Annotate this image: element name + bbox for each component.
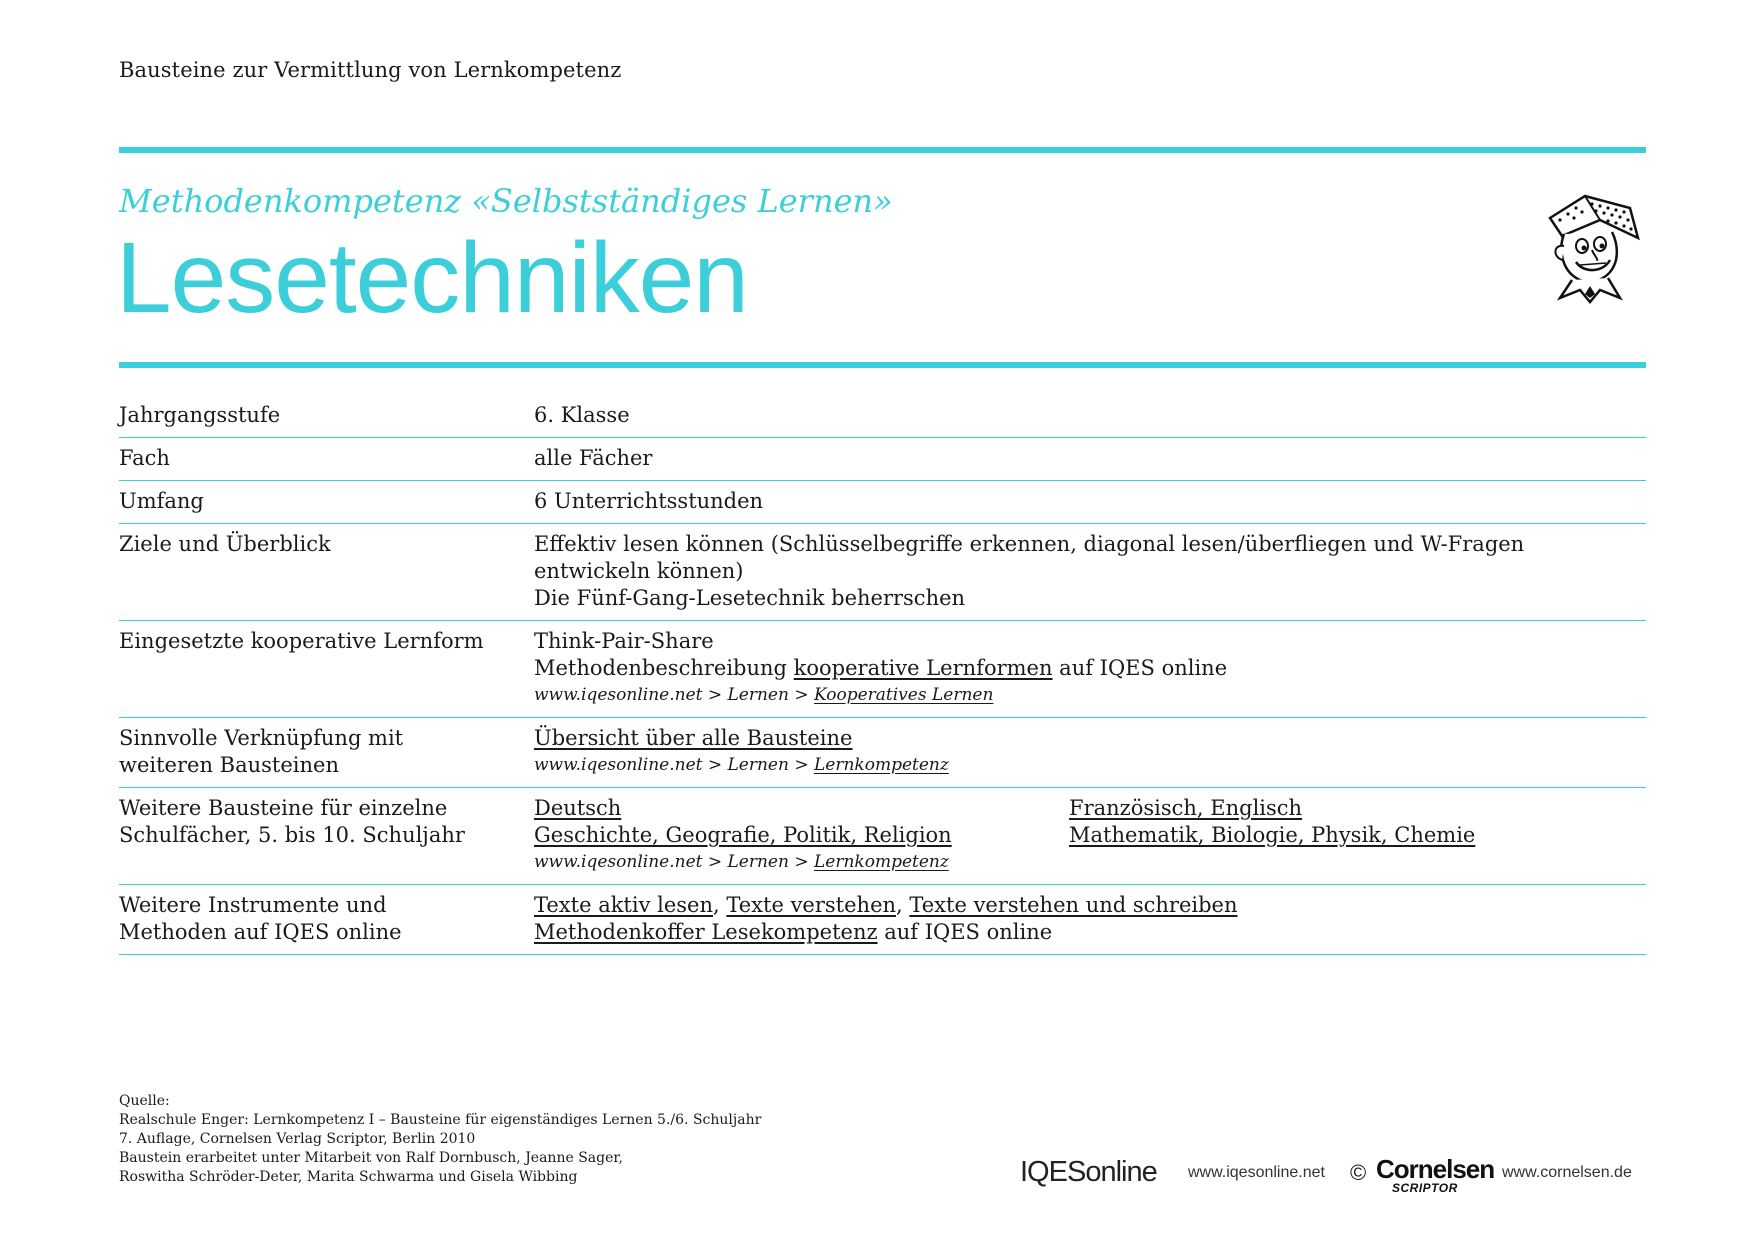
goal-line: Die Fünf-Gang-Lesetechnik beherrschen bbox=[534, 586, 966, 610]
breadcrumb-url bbox=[534, 849, 1646, 876]
row-value: alle Fächer bbox=[534, 446, 653, 470]
kooperatives-lernen-link[interactable]: Kooperatives Lernen bbox=[814, 685, 994, 705]
source-line: Realschule Enger: Lernkompetenz I – Bausteine für eigenständiges Lernen 5./6. Schuljahr bbox=[119, 1112, 762, 1128]
row-label bbox=[119, 892, 534, 946]
texte-verstehen-schreiben-link[interactable]: Texte verstehen und schreiben bbox=[909, 893, 1238, 917]
title-divider bbox=[119, 362, 1646, 368]
row-label-line: Weitere Bausteine für einzelne bbox=[119, 796, 448, 820]
footer-logos bbox=[1020, 1156, 1650, 1196]
header-title: Bausteine zur Vermittlung von Lernkompetenz bbox=[119, 58, 622, 82]
table-row bbox=[119, 395, 1646, 438]
source-note bbox=[119, 1092, 761, 1187]
instrument-links bbox=[534, 892, 1646, 919]
row-label-line: Methoden auf IQES online bbox=[119, 920, 402, 944]
lernkompetenz-link[interactable]: Lernkompetenz bbox=[814, 852, 949, 872]
row-label bbox=[119, 725, 534, 779]
goal-line: entwickeln können) bbox=[534, 559, 744, 583]
breadcrumb-path: www.iqesonline.net > Lernen > bbox=[534, 685, 814, 705]
separator: , bbox=[896, 893, 910, 917]
methodenkoffer-post: auf IQES online bbox=[877, 920, 1053, 944]
source-line: 7. Auflage, Cornelsen Verlag Scriptor, Berlin 2010 bbox=[119, 1131, 476, 1147]
row-label-line: Weitere Instrumente und bbox=[119, 893, 387, 917]
texte-aktiv-lesen-link[interactable]: Texte aktiv lesen bbox=[534, 893, 714, 917]
method-description bbox=[534, 655, 1646, 682]
row-label bbox=[119, 795, 534, 876]
row-label: Fach bbox=[119, 446, 170, 470]
table-row bbox=[119, 524, 1646, 621]
method-description-post: auf IQES online bbox=[1052, 656, 1228, 680]
row-value bbox=[534, 795, 1646, 876]
cornelsen-logo: Cornelsen bbox=[1376, 1154, 1495, 1184]
scriptor-logo: SCRIPTOR bbox=[1392, 1181, 1458, 1195]
row-value: 6. Klasse bbox=[534, 403, 630, 427]
table-row bbox=[119, 788, 1646, 885]
row-value bbox=[534, 628, 1646, 709]
iqes-logo-part: online bbox=[1085, 1156, 1157, 1188]
row-label-line: Schulfächer, 5. bis 10. Schuljahr bbox=[119, 823, 465, 847]
methodenkoffer-link[interactable]: Methodenkoffer Lesekompetenz bbox=[534, 920, 878, 944]
copyright-symbol: © bbox=[1350, 1160, 1367, 1185]
cornelsen-url[interactable]: www.cornelsen.de bbox=[1502, 1164, 1632, 1181]
row-label: Eingesetzte kooperative Lernform bbox=[119, 629, 484, 653]
table-row bbox=[119, 481, 1646, 524]
breadcrumb-url bbox=[534, 752, 1646, 779]
row-value bbox=[534, 725, 1646, 779]
iqes-logo bbox=[1020, 1156, 1157, 1189]
source-line: Baustein erarbeitet unter Mitarbeit von Ralf Dornbusch, Jeanne Sager, bbox=[119, 1150, 623, 1166]
reading-boy-mascot-icon bbox=[1530, 190, 1650, 305]
method-description-pre: Methodenbeschreibung bbox=[534, 656, 794, 680]
table-row bbox=[119, 885, 1646, 955]
subject-link-social[interactable]: Geschichte, Geografie, Politik, Religion bbox=[534, 823, 952, 847]
info-table bbox=[119, 395, 1646, 955]
texte-verstehen-link[interactable]: Texte verstehen bbox=[726, 893, 897, 917]
iqes-logo-part: IQES bbox=[1020, 1156, 1086, 1188]
row-label: Jahrgangsstufe bbox=[119, 403, 281, 427]
subject-links bbox=[534, 795, 1646, 822]
row-label: Ziele und Überblick bbox=[119, 532, 331, 556]
row-label-line: Sinnvolle Verknüpfung mit bbox=[119, 726, 404, 750]
subject-link-deutsch[interactable]: Deutsch bbox=[534, 796, 622, 820]
table-row bbox=[119, 718, 1646, 788]
page-title: Lesetechniken bbox=[116, 222, 748, 334]
method-name: Think-Pair-Share bbox=[534, 629, 714, 653]
table-row bbox=[119, 438, 1646, 481]
row-value: 6 Unterrichtsstunden bbox=[534, 489, 764, 513]
breadcrumb-path: www.iqesonline.net > Lernen > bbox=[534, 755, 814, 775]
table-row bbox=[119, 621, 1646, 718]
subject-links bbox=[534, 822, 1646, 849]
row-label: Umfang bbox=[119, 489, 204, 513]
subtitle: Methodenkompetenz «Selbstständiges Lernen» bbox=[119, 182, 893, 220]
lernkompetenz-link[interactable]: Lernkompetenz bbox=[814, 755, 949, 775]
row-value bbox=[534, 531, 1646, 612]
subject-link-sciences[interactable]: Mathematik, Biologie, Physik, Chemie bbox=[1069, 823, 1476, 847]
kooperative-lernformen-link[interactable]: kooperative Lernformen bbox=[793, 656, 1053, 680]
breadcrumb-url bbox=[534, 682, 1646, 709]
row-value bbox=[534, 892, 1646, 946]
source-line: Quelle: bbox=[119, 1093, 170, 1109]
separator: , bbox=[713, 893, 727, 917]
subject-link-languages[interactable]: Französisch, Englisch bbox=[1069, 796, 1303, 820]
source-line: Roswitha Schröder-Deter, Marita Schwarma und Gisela Wibbing bbox=[119, 1169, 578, 1185]
methodenkoffer-line bbox=[534, 919, 1646, 946]
row-label-line: weiteren Bausteinen bbox=[119, 753, 339, 777]
iqes-url[interactable]: www.iqesonline.net bbox=[1188, 1164, 1325, 1181]
goal-line: Effektiv lesen können (Schlüsselbegriffe erkennen, diagonal lesen/überfliegen und W-Fragen bbox=[534, 532, 1525, 556]
breadcrumb-path: www.iqesonline.net > Lernen > bbox=[534, 852, 814, 872]
overview-bausteine-link[interactable]: Übersicht über alle Bausteine bbox=[534, 726, 853, 750]
top-divider bbox=[119, 147, 1646, 153]
